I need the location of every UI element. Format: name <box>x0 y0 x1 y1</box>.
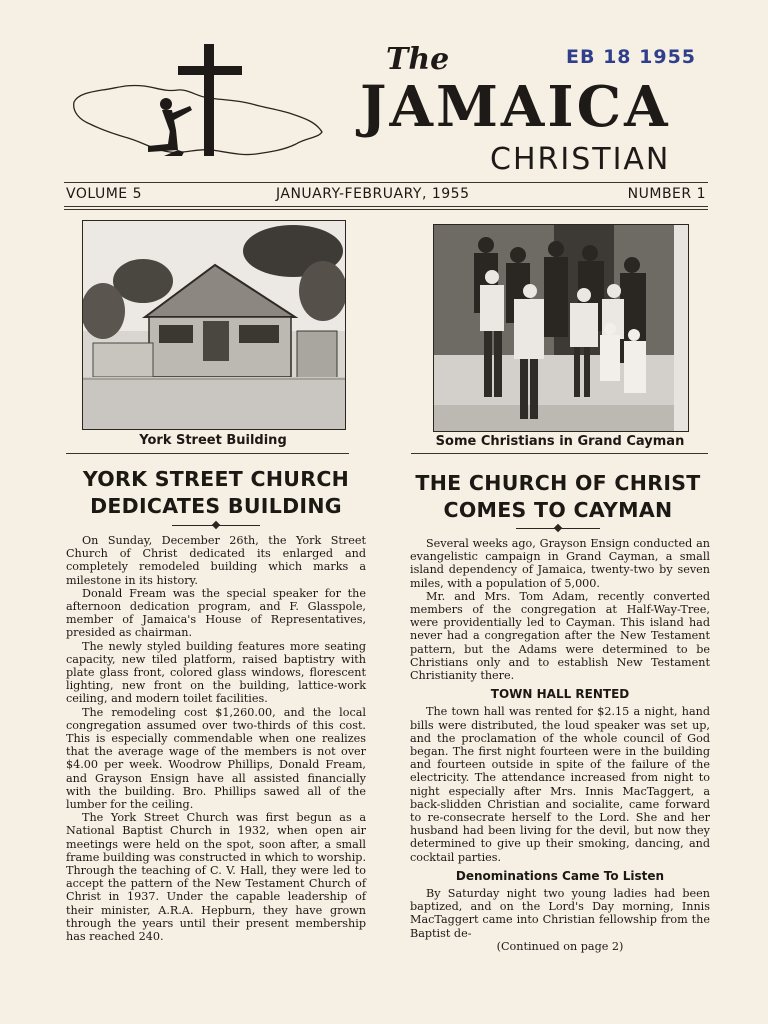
york-street-building-photo <box>82 220 346 430</box>
volume-label: VOLUME 5 <box>66 186 142 202</box>
issue-number: NUMBER 1 <box>627 186 706 202</box>
left-paragraph: On Sunday, December 26th, the York Street Church of Christ dedicated its enlarged and completely remodeled building which marks a milestone in its history. <box>66 534 366 587</box>
right-headline-line-1: THE CHURCH OF CHRIST <box>415 471 701 495</box>
left-paragraph: The York Street Church was first begun as a National Baptist Church in 1932, when open air meetings were held on the spot, soon after, a small frame building was constructed in which to worship. Through the teaching of C. V. Hall, they were led to accept the pattern of the New Testament Church of Christ in 1937. Under the capable leadership of their minister, A.R.A. Hepburn, they have grown through the years until their present membership has reached 240. <box>66 811 366 944</box>
issue-date: JANUARY-FEBRUARY, 1955 <box>276 186 470 202</box>
kneeling-man-cross-over-jamaica-map-icon <box>66 40 326 170</box>
masthead-subtitle: CHRISTIAN <box>490 142 671 177</box>
continued-note: (Continued on page 2) <box>496 939 624 953</box>
right-article-body <box>410 537 710 953</box>
left-paragraph: The newly styled building features more seating capacity, new tiled platform, raised baptistry with plate glass front, colored glass windows, florescent lighting, new front on the building, lattice-work ceiling, and modern toilet facilities. <box>66 639 366 706</box>
right-article-headline <box>408 470 708 524</box>
left-headline-ornament <box>172 521 260 529</box>
left-article-body <box>66 534 366 943</box>
denominations-subhead: Denominations Came To Listen <box>455 868 665 883</box>
left-paragraph: Donald Fream was the special speaker for the afternoon dedication program, and F. Glasspole, member of Jamaica's House of Representatives, presided as chairman. <box>66 586 366 640</box>
right-paragraph: Several weeks ago, Grayson Ensign conducted an evangelistic campaign in Grand Cayman, a small island dependency of Jamaica, twenty-two by seven miles, with a population of 5,000. <box>410 537 710 590</box>
right-paragraph: Mr. and Mrs. Tom Adam, recently converted members of the congregation at Half-Way-Tree, were providentially led to Cayman. This island had never had a congregation after the New Testament pattern, but the Adams were determined to be Christians only and to establish New Testament Christianity there. <box>410 589 710 683</box>
issue-bar-divider-double <box>64 209 708 210</box>
left-column-divider <box>66 453 349 454</box>
right-column-divider <box>411 453 708 454</box>
issue-bar-divider <box>64 206 708 207</box>
left-article-headline <box>66 466 366 520</box>
received-date-stamp: EB 18 1955 <box>566 46 697 68</box>
town-hall-subhead: TOWN HALL RENTED <box>490 687 630 702</box>
left-paragraph: The remodeling cost $1,260.00, and the local congregation assumed over two-thirds of this cost. This is especially commendable when one realizes that the average wage of the members is not over $4.00 per week. Woodrow Phillips, Donald Fream, and Grayson Ensign have all assisted financially with the building. Bro. Phillips sawed all of the lumber for the ceiling. <box>66 705 366 812</box>
right-paragraph: By Saturday night two young ladies had been baptized, and on the Lord's Day morning, Innis MacTaggert came into Christian fellowship from the Baptist de- <box>410 887 710 940</box>
right-paragraph: The town hall was rented for $2.15 a night, hand bills were distributed, the loud speaker was set up, and the proclamation of the whole council of God began. The first night fourteen were in the building and fourteen outside in spite of the failure of the electricity. The attendance increased from night to night especially after Mrs. Innis MacTaggert, a back-slidden Christian and socialite, came forward to re-consecrate herself to the Lord. She and her husband had been living for the devil, but now they determined to give up their smoking, dancing, and cocktail parties. <box>410 705 710 864</box>
right-headline-line-2: COMES TO CAYMAN <box>443 498 673 522</box>
masthead-the: The <box>386 42 450 77</box>
top-divider <box>64 182 708 183</box>
grand-cayman-christians-photo <box>433 224 689 432</box>
masthead-title: JAMAICA <box>360 74 671 140</box>
right-headline-ornament <box>516 524 600 532</box>
left-headline-line-1: YORK STREET CHURCH <box>82 467 350 491</box>
left-photo-caption: York Street Building <box>139 433 287 448</box>
right-photo-caption: Some Christians in Grand Cayman <box>435 434 685 449</box>
left-headline-line-2: DEDICATES BUILDING <box>90 494 342 518</box>
